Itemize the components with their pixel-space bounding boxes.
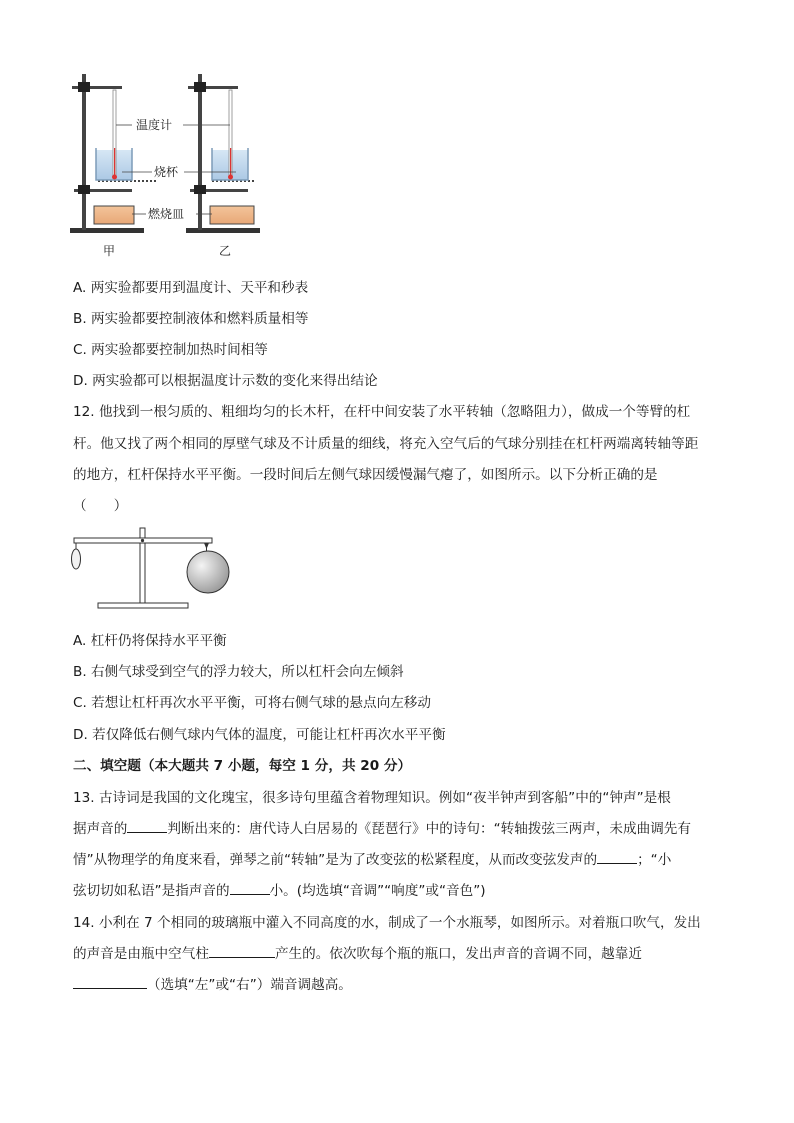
q13-text: 小。(均选填“音调”“响度”或“音色”)	[269, 883, 486, 899]
q13-text: ；“小	[637, 852, 672, 868]
q13-text: 据声音的	[73, 821, 128, 837]
caption-b: 乙	[218, 244, 232, 258]
q11-option-c: C. 两实验都要控制加热时间相等	[73, 342, 268, 358]
setup-a	[70, 74, 156, 233]
q13-line-3	[73, 848, 671, 868]
section-heading: 二、填空题（本大题共 7 小题，每空 1 分，共 20 分）	[73, 758, 412, 774]
q14-line-1: 14. 小利在 7 个相同的玻璃瓶中灌入不同高度的水，制成了一个水瓶琴，如图所示。对着瓶口吹气，发出	[73, 915, 701, 931]
q13-text: 情”从物理学的角度来看，弹琴之前“转轴”是为了改变弦的松紧程度，从而改变弦发声的	[73, 852, 598, 868]
answer-blank[interactable]	[209, 943, 275, 958]
q12-stem-line: （ ）	[73, 498, 128, 514]
heating-apparatus-figure	[66, 68, 292, 262]
q14-line-3	[73, 973, 352, 993]
q11-option-a: A. 两实验都要用到温度计、天平和秒表	[73, 280, 309, 296]
q13-text: 判断出来的：唐代诗人白居易的《琵琶行》中的诗句：“转轴拨弦三两声，未成曲调先有	[167, 821, 691, 837]
answer-blank[interactable]	[127, 818, 167, 833]
caption-a: 甲	[102, 244, 116, 258]
q14-line-2	[73, 942, 642, 962]
q12-stem-line: 杆。他又找了两个相同的厚壁气球及不计质量的细线，将充入空气后的气球分别挂在杠杆两端离转轴等距	[73, 436, 699, 452]
q14-text: （选填“左”或“右”）端音调越高。	[147, 977, 352, 993]
q14-text: 的声音是由瓶中空气柱	[73, 946, 209, 962]
q12-option-b: B. 右侧气球受到空气的浮力较大，所以杠杆会向左倾斜	[73, 664, 404, 680]
q11-option-d: D. 两实验都可以根据温度计示数的变化来得出结论	[73, 373, 378, 389]
q12-stem-line: 12. 他找到一根匀质的、粗细均匀的长木杆，在杆中间安装了水平转轴（忽略阻力），做成一个等臂的杠	[73, 404, 691, 420]
q13-line-1: 13. 古诗词是我国的文化瑰宝，很多诗句里蕴含着物理知识。例如“夜半钟声到客船”中的“钟声”是根	[73, 790, 671, 806]
setup-b	[186, 74, 260, 233]
q14-text: 产生的。依次吹每个瓶的瓶口，发出声音的音调不同，越靠近	[274, 946, 642, 962]
label-thermometer: 温度计	[136, 118, 173, 132]
q11-option-b: B. 两实验都要控制液体和燃料质量相等	[73, 311, 309, 327]
answer-blank[interactable]	[73, 974, 147, 989]
label-beaker: 烧杯	[154, 165, 179, 179]
q12-option-a: A. 杠杆仍将保持水平平衡	[73, 633, 227, 649]
answer-blank[interactable]	[230, 880, 270, 895]
label-burner: 燃烧皿	[148, 207, 185, 221]
q12-option-d: D. 若仅降低右侧气球内气体的温度，可能让杠杆再次水平平衡	[73, 727, 446, 743]
answer-blank[interactable]	[597, 849, 637, 864]
lever-balloon-figure	[66, 524, 236, 612]
q12-stem-line: 的地方，杠杆保持水平平衡。一段时间后左侧气球因缓慢漏气瘪了，如图所示。以下分析正确的是	[73, 467, 658, 483]
q13-line-2	[73, 817, 691, 837]
q12-option-c: C. 若想让杠杆再次水平平衡，可将右侧气球的悬点向左移动	[73, 695, 431, 711]
q13-text: 弦切切如私语”是指声音的	[73, 883, 230, 899]
q13-line-4	[73, 879, 486, 899]
